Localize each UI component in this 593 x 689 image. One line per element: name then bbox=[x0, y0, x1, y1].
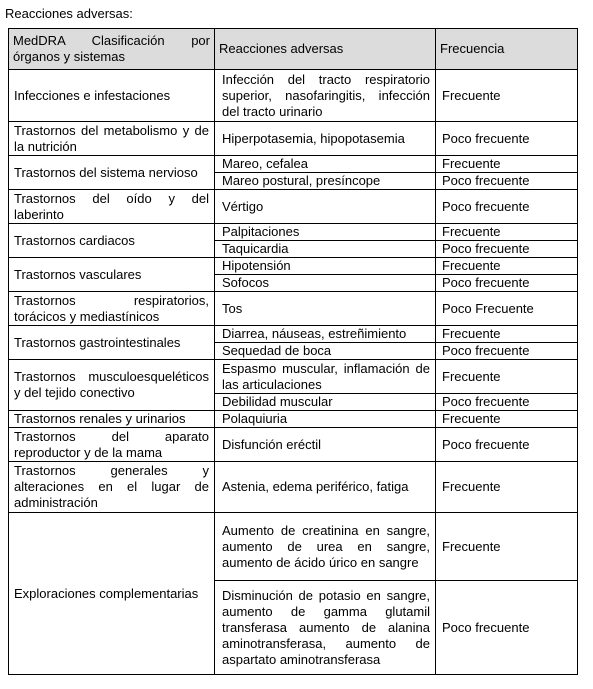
organ-class-cell: Exploraciones complementarias bbox=[9, 513, 215, 675]
header-organ-class: MedDRA Clasificación por órganos y sistemas bbox=[9, 29, 215, 70]
table-row bbox=[9, 122, 578, 156]
table-row bbox=[9, 513, 578, 581]
reaction-cell: Sofocos bbox=[215, 275, 436, 292]
reaction-cell: Tos bbox=[215, 292, 436, 326]
table-row bbox=[9, 326, 578, 343]
organ-class-cell: Trastornos renales y urinarios bbox=[9, 411, 215, 428]
table-row bbox=[9, 258, 578, 275]
table-row bbox=[9, 292, 578, 326]
reaction-cell: Palpitaciones bbox=[215, 224, 436, 241]
table-row bbox=[9, 156, 578, 173]
frequency-cell: Frecuente bbox=[436, 411, 578, 428]
reaction-cell: Aumento de creatinina en sangre, aumento de urea en sangre, aumento de ácido úrico en sangre bbox=[215, 513, 436, 581]
frequency-cell: Frecuente bbox=[436, 326, 578, 343]
frequency-cell: Frecuente bbox=[436, 70, 578, 122]
reaction-cell: Diarrea, náuseas, estreñimiento bbox=[215, 326, 436, 343]
reaction-cell: Vértigo bbox=[215, 190, 436, 224]
frequency-cell: Frecuente bbox=[436, 156, 578, 173]
frequency-cell: Frecuente bbox=[436, 513, 578, 581]
frequency-cell: Poco frecuente bbox=[436, 122, 578, 156]
table-header bbox=[9, 29, 578, 70]
reaction-cell: Hiperpotasemia, hipopotasemia bbox=[215, 122, 436, 156]
adverse-reactions-table bbox=[8, 28, 578, 675]
organ-class-cell: Trastornos del aparato reproductor y de la mama bbox=[9, 428, 215, 462]
reaction-cell: Polaquiuria bbox=[215, 411, 436, 428]
table-caption: Reacciones adversas: bbox=[5, 6, 133, 21]
table-row bbox=[9, 224, 578, 241]
organ-class-cell: Trastornos respiratorios, torácicos y mediastínicos bbox=[9, 292, 215, 326]
header-frequency: Frecuencia bbox=[436, 29, 578, 70]
frequency-cell: Poco frecuente bbox=[436, 428, 578, 462]
frequency-cell: Poco frecuente bbox=[436, 394, 578, 411]
organ-class-cell: Trastornos gastrointestinales bbox=[9, 326, 215, 360]
organ-class-cell: Trastornos del sistema nervioso bbox=[9, 156, 215, 190]
reaction-cell: Disfunción eréctil bbox=[215, 428, 436, 462]
table-row bbox=[9, 411, 578, 428]
frequency-cell: Poco frecuente bbox=[436, 190, 578, 224]
reaction-cell: Sequedad de boca bbox=[215, 343, 436, 360]
reaction-cell: Mareo, cefalea bbox=[215, 156, 436, 173]
table-row bbox=[9, 70, 578, 122]
reaction-cell: Hipotensión bbox=[215, 258, 436, 275]
header-adverse-reactions: Reacciones adversas bbox=[215, 29, 436, 70]
table-row bbox=[9, 190, 578, 224]
organ-class-cell: Trastornos vasculares bbox=[9, 258, 215, 292]
frequency-cell: Poco Frecuente bbox=[436, 292, 578, 326]
organ-class-cell: Trastornos del metabolismo y de la nutrición bbox=[9, 122, 215, 156]
frequency-cell: Poco frecuente bbox=[436, 581, 578, 675]
organ-class-cell: Trastornos del oído y del laberinto bbox=[9, 190, 215, 224]
table-row bbox=[9, 428, 578, 462]
table-body bbox=[9, 70, 578, 675]
reaction-cell: Astenia, edema periférico, fatiga bbox=[215, 462, 436, 513]
frequency-cell: Frecuente bbox=[436, 360, 578, 394]
table-row bbox=[9, 462, 578, 513]
frequency-cell: Poco frecuente bbox=[436, 275, 578, 292]
reaction-cell: Espasmo muscular, inflamación de las articulaciones bbox=[215, 360, 436, 394]
organ-class-cell: Trastornos cardiacos bbox=[9, 224, 215, 258]
table-row bbox=[9, 360, 578, 394]
reaction-cell: Mareo postural, presíncope bbox=[215, 173, 436, 190]
frequency-cell: Poco frecuente bbox=[436, 241, 578, 258]
reaction-cell: Debilidad muscular bbox=[215, 394, 436, 411]
organ-class-cell: Infecciones e infestaciones bbox=[9, 70, 215, 122]
header-row bbox=[9, 29, 578, 70]
reaction-cell: Infección del tracto respiratorio superior, nasofaringitis, infección del tracto urinario bbox=[215, 70, 436, 122]
frequency-cell: Frecuente bbox=[436, 258, 578, 275]
frequency-cell: Frecuente bbox=[436, 224, 578, 241]
organ-class-cell: Trastornos musculoesqueléticos y del tejido conectivo bbox=[9, 360, 215, 411]
frequency-cell: Poco frecuente bbox=[436, 173, 578, 190]
frequency-cell: Frecuente bbox=[436, 462, 578, 513]
frequency-cell: Poco frecuente bbox=[436, 343, 578, 360]
organ-class-cell: Trastornos generales y alteraciones en el lugar de administración bbox=[9, 462, 215, 513]
reaction-cell: Taquicardia bbox=[215, 241, 436, 258]
reaction-cell: Disminución de potasio en sangre, aumento de gamma glutamil transferasa aumento de alanina aminotransferasa, aumento de aspartato aminotransferasa bbox=[215, 581, 436, 675]
